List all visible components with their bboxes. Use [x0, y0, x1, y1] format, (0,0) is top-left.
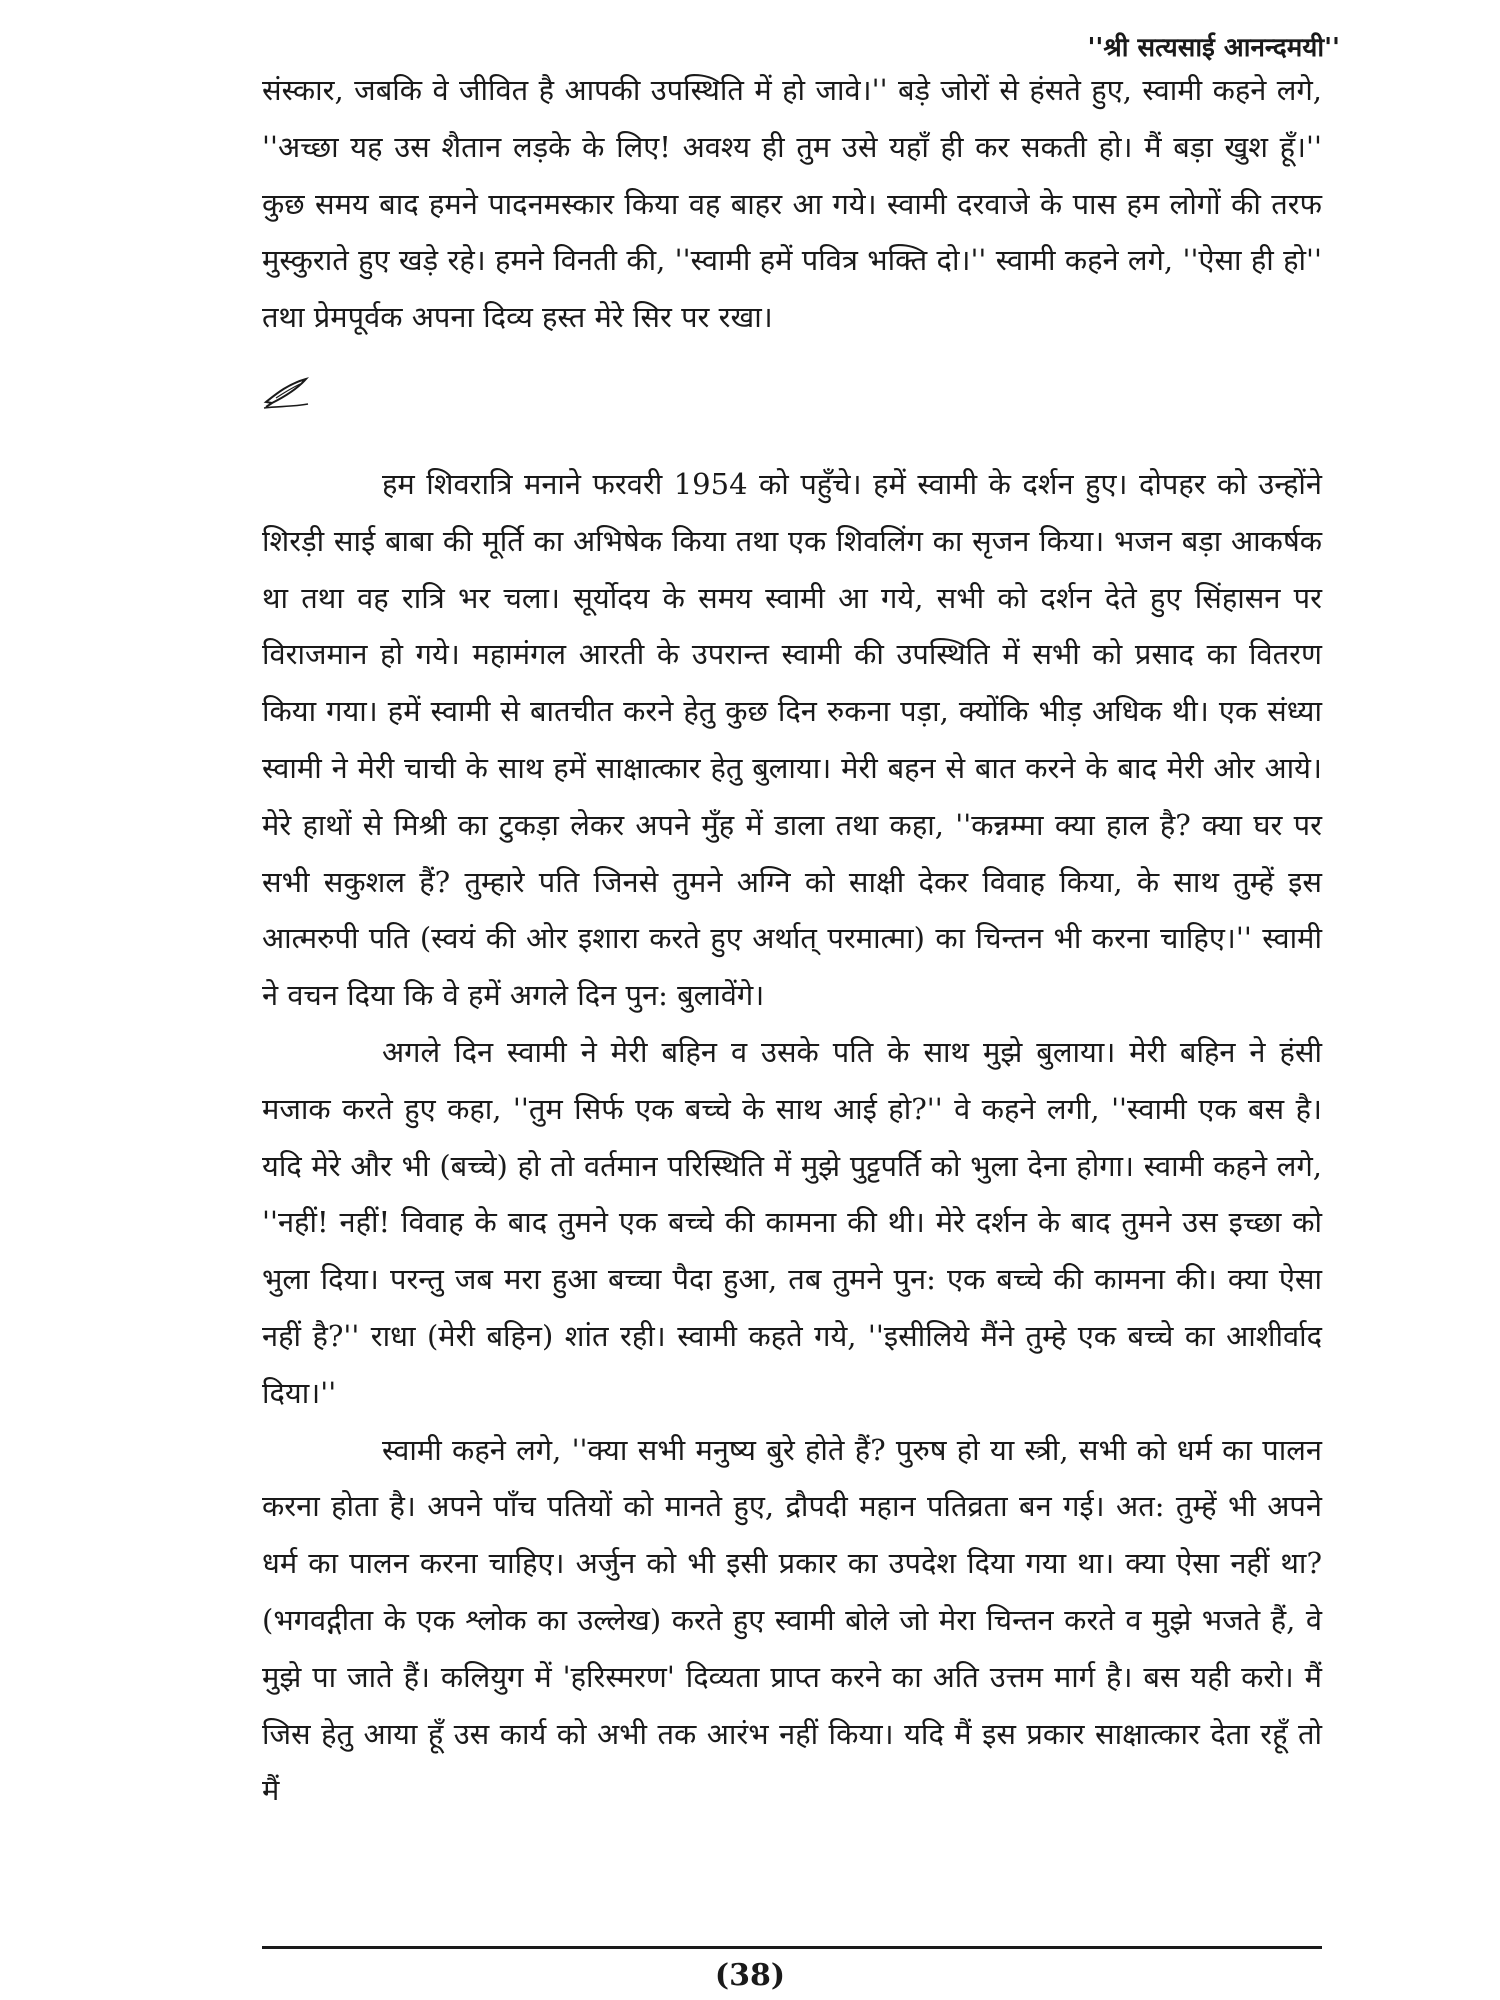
page-number: (38)	[714, 1958, 786, 1993]
running-header: ''श्री सत्यसाई आनन्दमयी''	[1087, 33, 1340, 63]
footer-rule	[262, 1946, 1322, 1949]
paragraph-3: अगले दिन स्वामी ने मेरी बहिन व उसके पति के साथ मुझे बुलाया। मेरी बहिन ने हंसी मजाक करते हुए कहा, ''तुम सिर्फ एक बच्चे के साथ आई हो?'' वे कहने लगी, ''स्वामी एक बस है। यदि मेरे और भी (बच्चे) हो तो वर्तमान परिस्थिति में मुझे पुट्टपर्ति को भुला देना होगा। स्वामी कहने लगे, ''नहीं! नहीं! विवाह के बाद तुमने एक बच्चे की कामना की थी। मेरे दर्शन के बाद तुमने उस इच्छा को भुला दिया। परन्तु जब मरा हुआ बच्चा पैदा हुआ, तब तुमने पुन: एक बच्चे की कामना की। क्या ऐसा नहीं है?'' राधा (मेरी बहिन) शांत रही। स्वामी कहते गये, ''इसीलिये मैंने तुम्हे एक बच्चे का आशीर्वाद दिया।''	[262, 1034, 1322, 1410]
quill-pen-icon	[262, 376, 312, 410]
paragraph-2: हम शिवरात्रि मनाने फरवरी 1954 को पहुँचे। हमें स्वामी के दर्शन हुए। दोपहर को उन्होंने शिरड़ी साई बाबा की मूर्ति का अभिषेक किया तथा एक शिवलिंग का सृजन किया। भजन बड़ा आकर्षक था तथा वह रात्रि भर चला। सूर्योदय के समय स्वामी आ गये, सभी को दर्शन देते हुए सिंहासन पर विराजमान हो गये। महामंगल आरती के उपरान्त स्वामी की उपस्थिति में सभी को प्रसाद का वितरण किया गया। हमें स्वामी से बातचीत करने हेतु कुछ दिन रुकना पड़ा, क्योंकि भीड़ अधिक थी। एक संध्या स्वामी ने मेरी चाची के साथ हमें साक्षात्कार हेतु बुलाया। मेरी बहन से बात करने के बाद मेरी ओर आये। मेरे हाथों से मिश्री का टुकड़ा लेकर अपने मुँह में डाला तथा कहा, ''कन्नम्मा क्या हाल है? क्या घर पर सभी सकुशल हैं? तुम्हारे पति जिनसे तुमने अग्नि को साक्षी देकर विवाह किया, के साथ तुम्हें इस आत्मरुपी पति (स्वयं की ओर इशारा करते हुए अर्थात् परमात्मा) का चिन्तन भी करना चाहिए।'' स्वामी ने वचन दिया कि वे हमें अगले दिन पुन: बुलावेंगे।	[262, 466, 1322, 1013]
ornament	[262, 346, 1322, 456]
paragraph-4: स्वामी कहने लगे, ''क्या सभी मनुष्य बुरे होते हैं? पुरुष हो या स्त्री, सभी को धर्म का पालन करना होता है। अपने पाँच पतियों को मानते हुए, द्रौपदी महान पतिव्रता बन गई। अत: तुम्हें भी अपने धर्म का पालन करना चाहिए। अर्जुन को भी इसी प्रकार का उपदेश दिया गया था। क्या ऐसा नहीं था? (भगवद्गीता के एक श्लोक का उल्लेख) करते हुए स्वामी बोले जो मेरा चिन्तन करते व मुझे भजते हैं, वे मुझे पा जाते हैं। कलियुग में 'हरिस्मरण' दिव्यता प्राप्त करने का अति उत्तम मार्ग है। बस यही करो। मैं जिस हेतु आया हूँ उस कार्य को अभी तक आरंभ नहीं किया। यदि मैं इस प्रकार साक्षात्कार देता रहूँ तो मैं	[262, 1432, 1322, 1808]
paragraph-1: संस्कार, जबकि वे जीवित है आपकी उपस्थिति में हो जावे।'' बड़े जोरों से हंसते हुए, स्वामी कहने लगे, ''अच्छा यह उस शैतान लड़के के लिए! अवश्य ही तुम उसे यहाँ ही कर सकती हो। मैं बड़ा खुश हूँ।'' कुछ समय बाद हमने पादनमस्कार किया वह बाहर आ गये। स्वामी दरवाजे के पास हम लोगों की तरफ मुस्कुराते हुए खड़े रहे। हमने विनती की, ''स्वामी हमें पवित्र भक्ति दो।'' स्वामी कहने लगे, ''ऐसा ही हो'' तथा प्रेमपूर्वक अपना दिव्य हस्त मेरे सिर पर रखा।	[262, 73, 1322, 335]
page-body	[262, 62, 1322, 1819]
